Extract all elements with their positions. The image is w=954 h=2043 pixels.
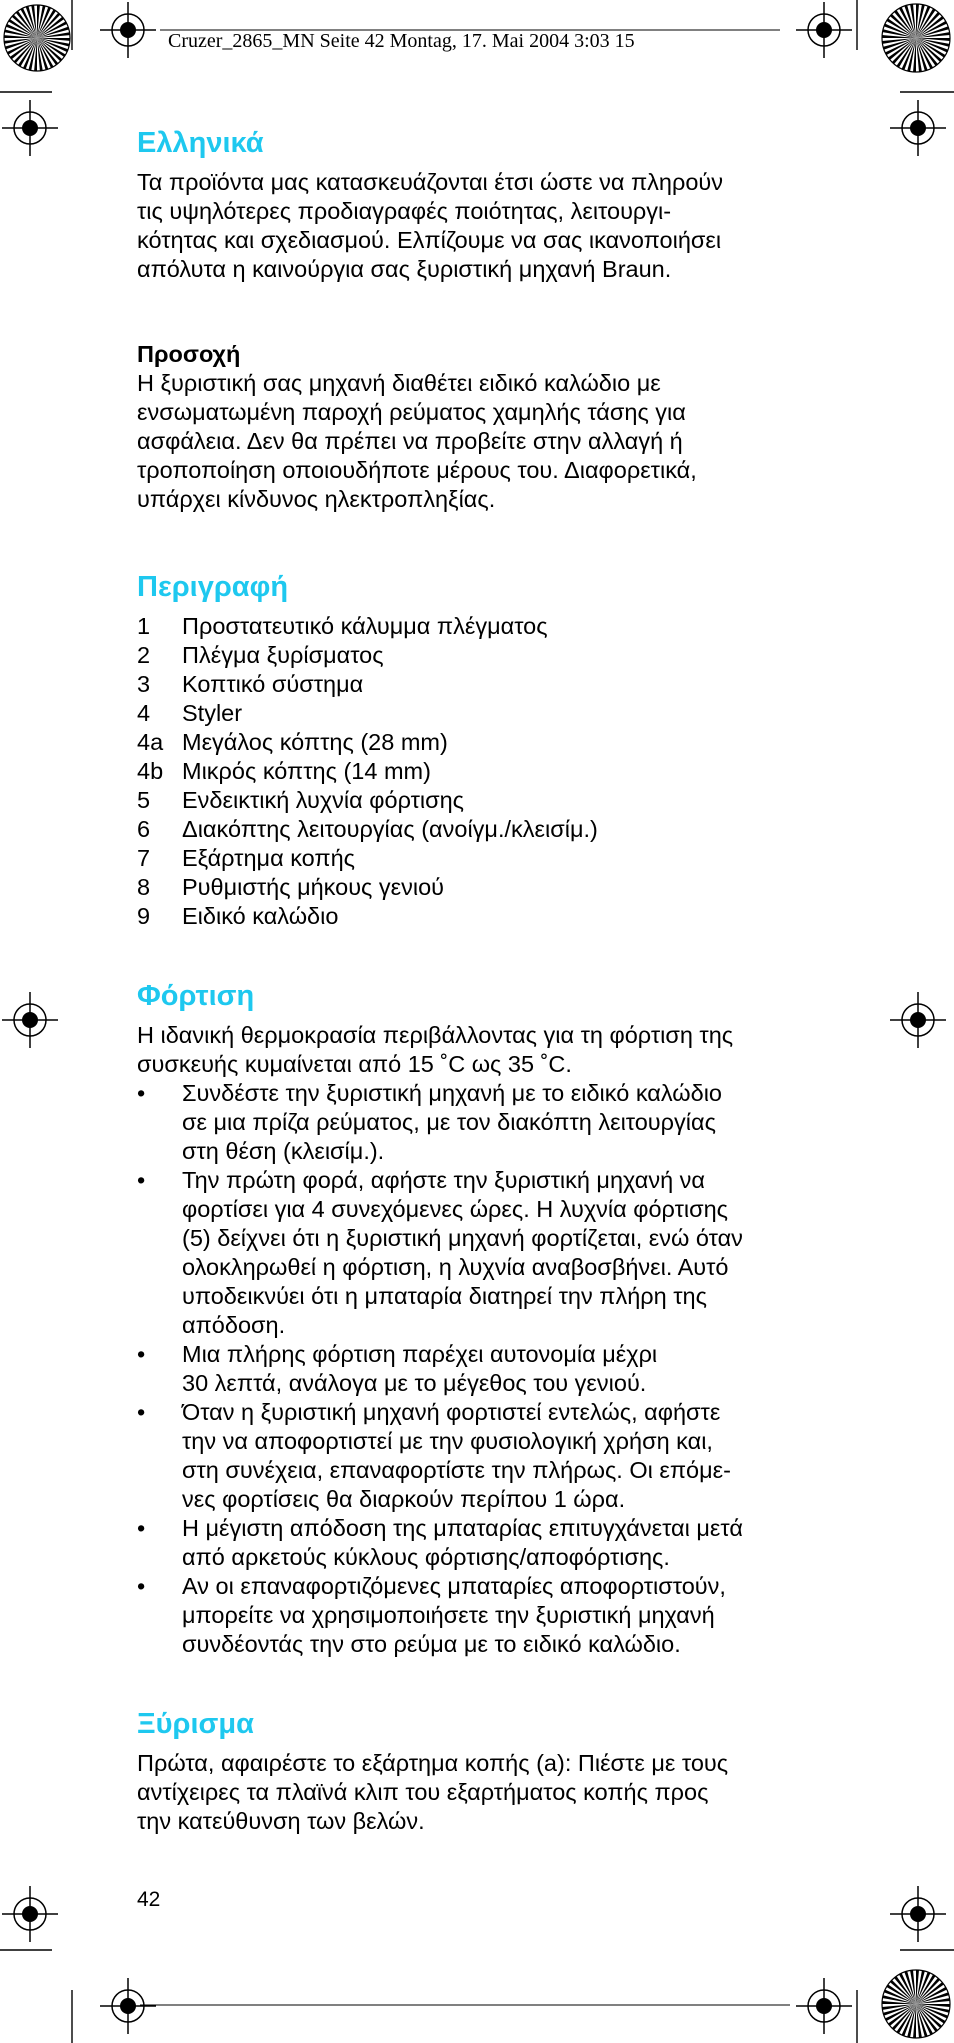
item-text: Κοπτικό σύστημα	[182, 671, 364, 697]
registration-crosshair-icon	[796, 2, 852, 58]
bullet-text: Μια πλήρης φόρτιση παρέχει αυτονομία μέχρι 30 λεπτά, ανάλογα με το μέγεθος του γενιού.	[182, 1341, 658, 1396]
item-number: 2	[137, 642, 151, 668]
item-text: Ρυθμιστής μήκους γενιού	[182, 874, 445, 900]
page-content	[137, 126, 827, 1836]
text-line: τροποποίηση οποιουδήποτε μέρους του. Διαφορετικά,	[137, 457, 697, 483]
section-title-greek: Ελληνικά	[137, 127, 264, 159]
registration-crosshair-icon	[796, 1978, 852, 2034]
text-line: Τα προϊόντα μας κατασκευάζονται έτσι ώστε να πληρούν	[137, 169, 724, 195]
bullet-text: Όταν η ξυριστική μηχανή φορτιστεί εντελώς, αφήστε την να αποφορτιστεί με την φυσιολογική χρήση και, στη συνέχεια, επαναφορτίστε την πλήρως. Οι επόμε- νες φορτίσεις θα διαρκούν περίπου 1 ώρα.	[182, 1399, 731, 1512]
text-line: απόλυτα η καινούργια σας ξυριστική μηχανή Braun.	[137, 256, 672, 282]
item-number: 4b	[137, 758, 164, 784]
text-line: τις υψηλότερες προδιαγραφές ποιότητας, λειτουργι-	[137, 198, 672, 224]
registration-crosshair-icon	[100, 1978, 156, 2034]
bullet-icon: •	[137, 1167, 146, 1193]
item-number: 8	[137, 874, 151, 900]
list-item	[137, 902, 827, 931]
starburst-target-icon	[880, 1966, 952, 2042]
list-item	[137, 1166, 827, 1340]
item-text: Πλέγμα ξυρίσματος	[182, 642, 384, 668]
item-text: Μικρός κόπτης (14 mm)	[182, 758, 431, 784]
text-line: κότητας και σχεδιασμού. Ελπίζουμε να σας ικανοποιήσει	[137, 227, 722, 253]
bullet-icon: •	[137, 1080, 146, 1106]
registration-crosshair-icon	[2, 992, 58, 1048]
list-item	[137, 1079, 827, 1166]
registration-crosshair-icon	[2, 1886, 58, 1942]
item-number: 7	[137, 845, 151, 871]
caution-heading: Προσοχή	[137, 341, 241, 367]
list-item	[137, 815, 827, 844]
list-item	[137, 1514, 827, 1572]
item-number: 9	[137, 903, 151, 929]
item-text: Εξάρτημα κοπής	[182, 845, 356, 871]
bullet-icon: •	[137, 1515, 146, 1541]
text-line: συσκευής κυμαίνεται από 15 ˚C ως 35 ˚C.	[137, 1051, 572, 1077]
parts-list	[137, 612, 827, 931]
text-line: Η ιδανική θερμοκρασία περιβάλλοντας για τη φόρτιση της	[137, 1022, 734, 1048]
section-title-shaving: Ξύρισμα	[137, 1708, 254, 1740]
item-number: 4	[137, 700, 151, 726]
charging-bullets	[137, 1079, 827, 1659]
section-title-description: Περιγραφή	[137, 571, 289, 603]
item-text: Ενδεικτική λυχνία φόρτισης	[182, 787, 465, 813]
item-text: Styler	[182, 700, 243, 726]
item-number: 3	[137, 671, 151, 697]
bullet-icon: •	[137, 1399, 146, 1425]
print-slug: Cruzer_2865_MN Seite 42 Montag, 17. Mai 2004 3:03 15	[168, 30, 635, 52]
registration-crosshair-icon	[2, 100, 58, 156]
text-line: ασφάλεια. Δεν θα πρέπει να προβείτε στην αλλαγή ή	[137, 428, 683, 454]
item-text: Προστατευτικό κάλυμμα πλέγματος	[182, 613, 548, 639]
registration-crosshair-icon	[890, 992, 946, 1048]
bullet-text: Αν οι επαναφορτιζόμενες μπαταρίες αποφορτιστούν, μπορείτε να χρησιμοποιήσετε την ξυριστική μηχανή συνδέοντάς την στο ρεύμα με το ειδικό καλώδιο.	[182, 1573, 726, 1657]
item-text: Ειδικό καλώδιο	[182, 903, 339, 929]
list-item	[137, 728, 827, 757]
charging-intro	[137, 1021, 827, 1079]
list-item	[137, 786, 827, 815]
item-number: 1	[137, 613, 151, 639]
list-item	[137, 1572, 827, 1659]
caution-paragraph	[137, 369, 827, 514]
item-number: 4a	[137, 729, 164, 755]
list-item	[137, 844, 827, 873]
list-item	[137, 757, 827, 786]
registration-crosshair-icon	[890, 1886, 946, 1942]
text-line: υπάρχει κίνδυνος ηλεκτροπληξίας.	[137, 486, 496, 512]
list-item	[137, 699, 827, 728]
bullet-icon: •	[137, 1341, 146, 1367]
list-item	[137, 1398, 827, 1514]
bullet-text: Την πρώτη φορά, αφήστε την ξυριστική μηχανή να φορτίσει για 4 συνεχόμενες ώρες. Η λυχνία φόρτισης (5) δείχνει ότι η ξυριστική μηχανή φορτίζεται, ενώ όταν ολοκληρωθεί η φόρτιση, η λυχνία αναβοσβήνει. Αυτό υποδεικνύει ότι η μπαταρία διατηρεί την πλήρη της απόδοση.	[182, 1167, 743, 1338]
text-line: ενσωματωμένη παροχή ρεύματος χαμηλής τάσης για	[137, 399, 686, 425]
registration-crosshair-icon	[100, 2, 156, 58]
list-item	[137, 873, 827, 902]
bullet-text: Συνδέστε την ξυριστική μηχανή με το ειδικό καλώδιο σε μια πρίζα ρεύματος, με τον διακόπτη λειτουργίας στη θέση (κλεισίμ.).	[182, 1080, 722, 1164]
text-line: την κατεύθυνση των βελών.	[137, 1808, 425, 1834]
item-text: Διακόπτης λειτουργίας (ανοίγμ./κλεισίμ.)	[182, 816, 598, 842]
registration-crosshair-icon	[890, 100, 946, 156]
text-line: αντίχειρες τα πλαϊνά κλιπ του εξαρτήματος κοπής προς	[137, 1779, 709, 1805]
list-item	[137, 670, 827, 699]
text-line: Πρώτα, αφαιρέστε το εξάρτημα κοπής (a): Πιέστε με τους	[137, 1750, 729, 1776]
bullet-icon: •	[137, 1573, 146, 1599]
starburst-target-icon	[880, 0, 952, 76]
intro-paragraph	[137, 168, 827, 284]
item-text: Μεγάλος κόπτης (28 mm)	[182, 729, 448, 755]
list-item	[137, 641, 827, 670]
text-line: Η ξυριστική σας μηχανή διαθέτει ειδικό καλώδιο με	[137, 370, 661, 396]
page-number: 42	[137, 1888, 161, 1911]
item-number: 6	[137, 816, 151, 842]
starburst-target-icon	[2, 0, 72, 76]
bullet-text: Η μέγιστη απόδοση της μπαταρίας επιτυγχάνεται μετά από αρκετούς κύκλους φόρτισης/αποφόρτισης.	[182, 1515, 743, 1570]
list-item	[137, 612, 827, 641]
list-item	[137, 1340, 827, 1398]
section-title-charging: Φόρτιση	[137, 980, 255, 1012]
shaving-paragraph	[137, 1749, 827, 1836]
item-number: 5	[137, 787, 151, 813]
